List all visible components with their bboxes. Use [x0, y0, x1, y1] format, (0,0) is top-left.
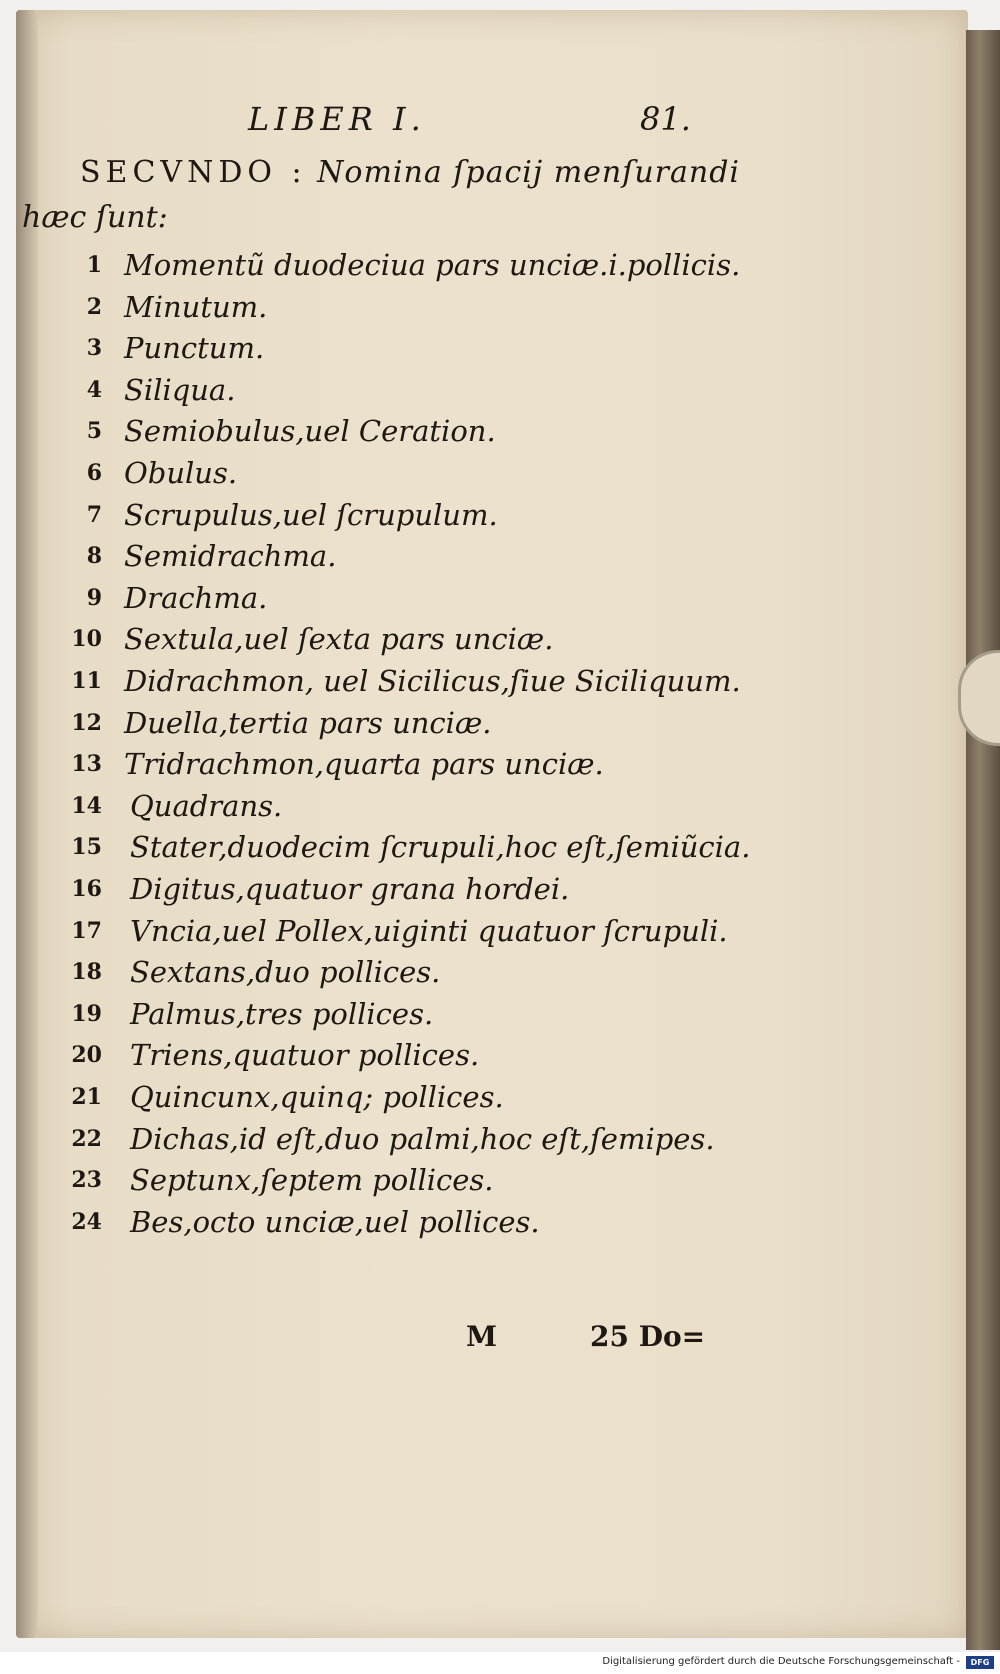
intro-rest: Nomina ſpacij menſurandi: [317, 155, 740, 190]
entry-text: Minutum.: [124, 289, 268, 324]
entry-text: Quadrans.: [130, 788, 283, 823]
entry-number: 3: [86, 335, 102, 362]
entry-text: Scrupulus,uel ſcrupulum.: [124, 497, 498, 532]
entry-number: 8: [86, 543, 102, 570]
entry-text: Didrachmon, uel Sicilicus,ſiue Siciliquum.: [124, 664, 741, 698]
gutter-shadow: [16, 10, 38, 1638]
entry-number: 7: [86, 501, 102, 528]
book-page-edges: [966, 30, 1000, 1650]
entry-number: 11: [71, 668, 102, 694]
entry-number: 15: [71, 834, 102, 861]
entry-number: 12: [71, 709, 102, 736]
entry-number: 4: [86, 376, 102, 403]
entry-text: Sextula,uel ſexta pars unciæ.: [124, 622, 554, 657]
entry-number: 9: [86, 584, 102, 611]
entry-text: Semiobulus,uel Ceration.: [124, 414, 496, 449]
entry-number: 13: [71, 751, 102, 778]
entry-text: Momentũ duodeciua pars unciæ.i.pollicis.: [124, 248, 741, 282]
entry-number: 17: [71, 917, 102, 944]
entry-number: 5: [86, 418, 102, 445]
entry-number: 10: [71, 626, 102, 653]
entry-text: Dichas,id eſt,duo palmi,hoc eſt,ſemipes.: [130, 1121, 715, 1156]
entry-text: Vncia,uel Pollex,uiginti quatuor ſcrupuli.: [130, 913, 728, 948]
entry-number: 1: [86, 252, 102, 278]
intro-line: [80, 155, 740, 190]
entry-text: Tridrachmon,quarta pars unciæ.: [124, 747, 604, 782]
entry-number: 20: [71, 1042, 102, 1069]
catchword: 25 Do=: [590, 1320, 706, 1353]
intro-line-2: hæc ſunt:: [22, 200, 168, 235]
entry-number: 22: [71, 1125, 102, 1152]
entry-number: 18: [71, 959, 102, 986]
entry-text: Triens,quatuor pollices.: [130, 1038, 480, 1073]
entry-text: Septunx,ſeptem pollices.: [130, 1163, 494, 1198]
entry-text: Palmus,tres pollices.: [130, 996, 434, 1031]
digitization-credit: Digitalisierung gefördert durch die Deutsche Forschungsgemeinschaft -: [602, 1656, 960, 1667]
intro-first-word: SECVNDO :: [80, 155, 307, 190]
running-header-title: LIBER I.: [248, 100, 426, 138]
entry-text: Sextans,duo pollices.: [130, 955, 441, 990]
entry-number: 16: [71, 876, 102, 902]
entry-number: 19: [71, 1000, 102, 1027]
entry-text: Quincunx,quinq; pollices.: [130, 1080, 504, 1114]
entry-text: Semidrachma.: [124, 539, 337, 574]
page-number: 81.: [640, 100, 691, 138]
entry-number: 23: [71, 1167, 102, 1194]
entry-number: 24: [71, 1208, 102, 1235]
dfg-logo: DFG: [966, 1656, 994, 1669]
entry-number: 2: [86, 293, 102, 320]
entry-text: Duella,tertia pars unciæ.: [124, 705, 492, 740]
entry-text: Bes,octo unciæ,uel pollices.: [130, 1204, 540, 1239]
entry-text: Siliqua.: [124, 372, 236, 407]
entry-number: 21: [71, 1084, 102, 1110]
entry-number: 6: [86, 460, 102, 486]
signature-mark: M: [466, 1320, 497, 1353]
entry-text: Obulus.: [124, 456, 238, 490]
entry-text: Digitus,quatuor grana hordei.: [130, 872, 570, 906]
entry-text: Drachma.: [124, 580, 268, 615]
entry-text: Punctum.: [124, 331, 265, 366]
entry-number: 14: [71, 792, 102, 819]
entry-text: Stater,duodecim ſcrupuli,hoc eſt,ſemiũcia.: [130, 830, 751, 865]
